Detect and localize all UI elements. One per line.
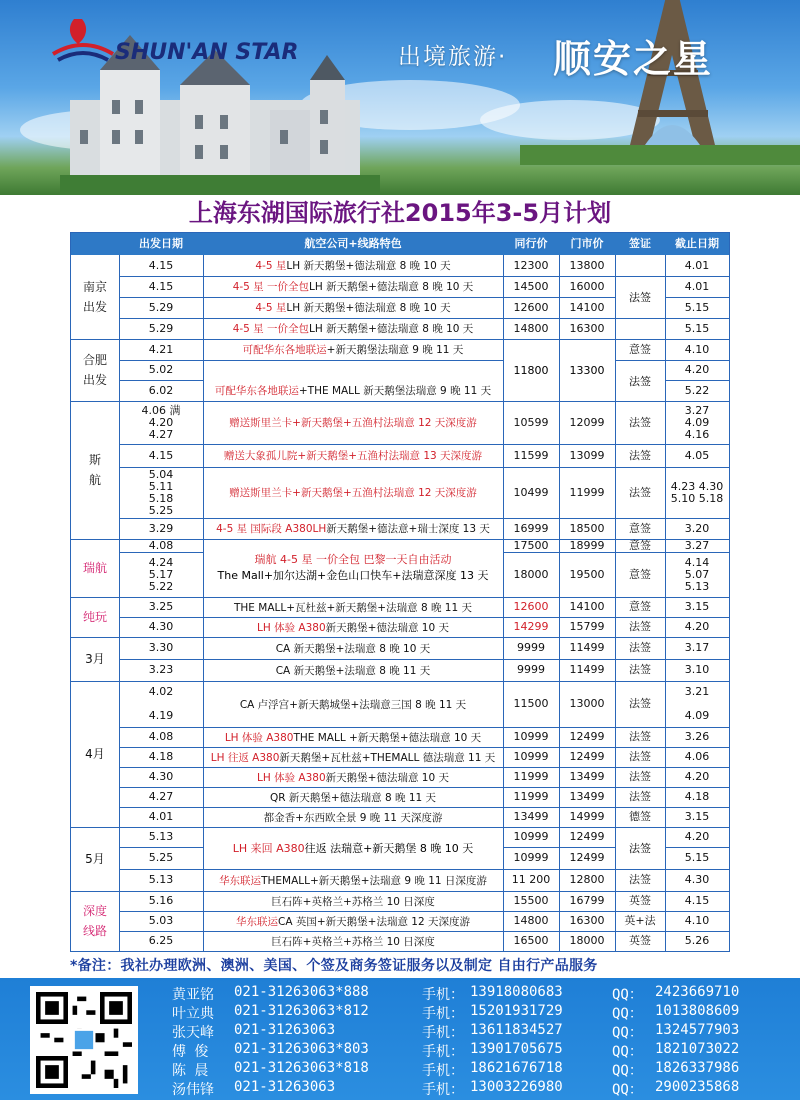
cell-route [203,807,503,827]
cell-date: 5.04 5.11 5.18 5.25 [148,467,174,517]
cell-deadline: 4.01 [684,279,710,293]
route-desc: CA 新天鹅堡+法瑞意 8 晚 10 天 [275,642,431,655]
cell-date: 6.02 [148,383,174,397]
cell-route [203,891,503,911]
cell-deadline: 3.17 [684,641,710,654]
cell-visa: 法签 [629,641,651,654]
route-highlight: 可配华东各地联运 [242,344,327,356]
cell-date: 3.23 [148,663,174,676]
route-highlight: 4-5 星 [255,260,287,272]
cell-visa: 意签 [629,538,651,552]
route-desc: CA 新天鹅堡+法瑞意 8 晚 11 天 [275,664,431,677]
table-row [71,637,729,659]
table-row [71,617,729,637]
cell-peer-price: 16999 [513,521,549,535]
cell-route [203,911,503,931]
cell-retail-price: 12099 [569,415,605,429]
cell-deadline: 4.14 5.07 5.13 [684,555,710,593]
cell-date: 5.29 [148,321,174,335]
cell-retail-price: 11499 [569,641,605,654]
cell-date: 4.08 [148,730,174,743]
may-visa: 法签 [629,842,651,855]
route-desc: 新天鹅堡+德法瑞意 10 天 [325,771,449,784]
table-row [71,518,729,539]
cell-peer-price: 14800 [513,914,549,927]
cell-deadline: 4.18 [684,790,710,803]
cell-visa: 法签 [629,448,651,462]
cell-peer-price: 12600 [513,300,549,314]
cell-retail-price: 14999 [569,810,605,823]
route-highlight: 华东联运 [219,874,262,887]
cell-visa: 意签 [629,521,651,535]
contact-row [172,1003,792,1021]
swiss-route [203,541,503,595]
qr-code[interactable] [30,986,138,1094]
cell-retail-price: 16799 [569,894,605,907]
cell-deadline: 3.15 [684,600,710,613]
cell-date: 5.02 [148,363,174,376]
cell-route [203,597,503,617]
cell-deadline: 5.15 [684,321,710,335]
cell-date: 4.06 满 4.20 4.27 [141,403,181,441]
cell-retail-price: 12499 [569,830,605,843]
contact-phone[interactable]: 021-31263063*888 [234,984,369,1000]
cell-route [203,637,503,659]
route-highlight: 4-5 星 一价全包 [232,281,310,293]
contact-mobile-label: 手机： [422,1082,464,1098]
qr-code-image [36,992,132,1088]
cell-visa: 法签 [629,790,651,803]
cell-retail-price: 13800 [569,258,605,272]
cell-retail-price: 19500 [569,567,605,581]
route-highlight: 华东联运 [236,915,278,928]
cell-peer-price: 10499 [513,485,549,499]
contact-qq-label: QQ： [612,1006,643,1022]
contact-mobile[interactable]: 13003226980 [470,1079,563,1095]
cell-date: 4.15 [148,448,174,462]
contact-mobile[interactable]: 15201931729 [470,1003,563,1019]
cell-retail-price: 18000 [569,934,605,947]
cell-retail-price: 12499 [569,750,605,763]
cell-route [203,318,503,339]
cell-peer-price: 10999 [513,830,549,843]
cell-date: 5.25 [148,851,174,864]
cell-peer-price: 12600 [513,600,549,613]
cell-deadline: 4.20 [684,830,710,843]
route-desc: 新天鹅堡+瓦杜兹+THEMALL 德法瑞意 11 天 [279,751,496,764]
table-row [71,659,729,681]
contact-name: 傅 俊 [172,1044,209,1060]
cell-peer-price: 14500 [513,279,549,293]
cell-route [203,617,503,637]
cell-deadline: 4.20 [684,620,710,633]
cell-date: 4.21 [148,342,174,356]
nanjing-visa: 法签 [629,291,651,304]
route-highlight: 可配华东各地联运 [214,385,299,397]
cell-visa: 法签 [629,730,651,743]
cell-route [203,727,503,747]
footer-note: *备注：我社办理欧洲、澳洲、美国、个签及商务签证服务以及制定 自由行产品服务 [70,958,598,974]
contact-mobile-label: 手机： [422,1025,464,1041]
header-banner [0,0,800,195]
route-desc: +THE MALL 新天鹅堡法瑞意 9 晚 11 天 [298,385,492,397]
cell-peer-price: 11599 [513,448,549,462]
cell-route [203,518,503,539]
cell-date: 3.29 [148,521,174,535]
contact-mobile[interactable]: 13901705675 [470,1041,563,1057]
contact-row [172,984,792,1002]
cell-retail-price: 16300 [569,321,605,335]
contact-phone[interactable]: 021-31263063*818 [234,1060,369,1076]
route-desc: THEMALL+新天鹅堡+法瑞意 9 晚 11 日深度游 [261,874,487,887]
cell-date: 4.08 [148,538,174,552]
route-desc: LH 新天鹅堡+德法瑞意 8 晚 10 天 [286,302,451,314]
contact-row [172,1041,792,1059]
cell-visa: 意签 [629,600,651,613]
route-desc: 新天鹅堡+德法意+瑞士深度 13 天 [326,523,490,535]
cell-route [203,787,503,807]
route-highlight: 赠送斯里兰卡+新天鹅堡+五渔村法瑞意 12 天深度游 [229,487,477,499]
cell-date: 4.18 [148,750,174,763]
cell-route [203,339,503,360]
cell-peer-price: 12300 [513,258,549,272]
cell-deadline: 3.21 4.09 [684,685,710,722]
cell-visa: 意签 [629,567,651,581]
route-highlight: 4-5 星 国际段 A380LH [216,523,327,535]
route-highlight: LH 体验 A380 [257,621,326,634]
contact-qq-label: QQ： [612,1025,643,1041]
cell-visa: 法签 [629,485,651,499]
cell-retail-price: 16300 [569,914,605,927]
contact-qq: 2423669710 [655,984,740,1000]
contact-phone[interactable]: 021-31263063*812 [234,1003,369,1019]
cell-deadline: 4.10 [684,914,710,927]
cell-route [203,380,503,401]
header-date: 出发日期 [139,237,183,250]
cell-visa: 意签 [629,342,651,356]
cell-peer-price: 17500 [513,538,549,552]
cell-date: 5.03 [148,914,174,927]
contact-name: 汤伟锋 [172,1082,214,1098]
cell-retail-price: 12499 [569,851,605,864]
header-route: 航空公司+线路特色 [304,237,402,250]
cell-peer-price: 9999 [517,641,545,654]
cell-route [203,767,503,787]
cell-date: 5.16 [148,894,174,907]
cell-deadline: 5.22 [684,383,710,397]
cell-peer-price: 10599 [513,415,549,429]
cell-peer-price: 10999 [513,750,549,763]
route-desc: 巨石阵+英格兰+苏格兰 10 日深度 [271,935,435,948]
cell-route [203,869,503,891]
cell-visa: 德签 [629,810,651,823]
contact-name: 黄亚铭 [172,987,214,1003]
cell-deadline: 4.20 [684,363,710,376]
contact-mobile-label: 手机： [422,987,464,1003]
route-highlight: 4-5 星 [255,302,287,314]
cell-date: 3.25 [148,600,174,613]
cell-date: 5.13 [148,830,174,843]
route-desc: QR 新天鹅堡+德法瑞意 8 晚 11 天 [269,791,437,804]
cell-retail-price: 11999 [569,485,605,499]
route-highlight: 赠送大象孤儿院+新天鹅堡+五渔村法瑞意 13 天深度游 [223,450,483,462]
route-desc: CA 英国+新天鹅堡+法瑞意 12 天深度游 [278,915,470,928]
cell-retail-price: 18500 [569,521,605,535]
cell-deadline: 4.30 [684,873,710,886]
contact-mobile-label: 手机： [422,1006,464,1022]
group-pure: 纯玩 [82,610,107,624]
header-visa: 签证 [629,237,651,250]
swiss-route-desc: The Mall+加尔达湖+金色山口快车+法瑞意深度 13 天 [217,569,489,582]
cell-peer-price: 13499 [513,810,549,823]
cell-deadline: 5.26 [684,934,710,947]
contact-qq: 1826337986 [655,1060,740,1076]
cell-deadline: 4.10 [684,342,710,356]
cell-retail-price: 14100 [569,300,605,314]
cell-retail-price: 14100 [569,600,605,613]
table-row [71,467,729,518]
cell-deadline: 5.15 [684,851,710,864]
cell-date: 5.13 [148,873,174,886]
cell-deadline: 4.23 4.30 5.10 5.18 [670,479,724,505]
route-highlight: LH 体验 A380 [224,731,294,744]
table-row [71,807,729,827]
cell-visa: 法签 [629,663,651,676]
contact-qq-label: QQ： [612,1063,643,1079]
route-highlight: 4-5 星 一价全包 [232,323,310,335]
cell-peer-price: 11999 [513,790,549,803]
may-route-highlight: LH 来回 A380 [232,842,305,855]
contact-qq: 1013808609 [655,1003,740,1019]
cell-route [203,659,503,681]
table-row [71,787,729,807]
cell-peer-price: 10999 [513,730,549,743]
contact-name: 叶立典 [172,1006,214,1022]
route-highlight: 赠送斯里兰卡+新天鹅堡+五渔村法瑞意 12 天深度游 [229,417,477,429]
contact-qq: 1821073022 [655,1041,740,1057]
cell-date: 4.27 [148,790,174,803]
hefei-visa: 法签 [629,374,651,388]
contact-footer [0,978,800,1100]
cell-deadline: 4.06 [684,750,710,763]
cell-visa: 法签 [629,750,651,763]
table-row [71,597,729,617]
cell-retail-price: 15799 [569,620,605,633]
cell-date: 3.30 [148,641,174,654]
group-nanjing: 南京 出发 [82,280,107,314]
cell-deadline: 4.05 [684,448,710,462]
cell-route [203,467,503,518]
cell-peer-price: 10999 [513,851,549,864]
route-highlight: LH 体验 A380 [257,771,326,784]
slogan-big: 顺安之星 [553,37,714,81]
contact-name: 张天峰 [172,1025,214,1041]
contact-qq: 2900235868 [655,1079,740,1095]
cell-route [203,681,503,727]
route-desc: +新天鹅堡法瑞意 9 晚 11 天 [326,344,464,356]
cell-date: 4.30 [148,770,174,783]
may-route [203,827,503,869]
cell-route [203,747,503,767]
cell-deadline: 4.15 [684,894,710,907]
header-retail-price: 门市价 [570,237,604,250]
cell-date: 4.02 4.19 [148,685,174,722]
cell-retail-price: 16000 [569,279,605,293]
cell-peer-price: 11500 [513,697,549,710]
logo-text: SHUN'AN STAR [115,40,299,65]
cell-visa: 英+法 [624,914,656,927]
page-title: 上海东湖国际旅行社2015年3-5月计划 [188,199,612,227]
cell-route [203,255,503,276]
table-row [71,444,729,467]
cell-date: 4.24 5.17 5.22 [148,555,174,593]
cell-visa: 英签 [629,934,651,947]
cell-route [203,444,503,467]
route-desc: 都金香+东西欧全景 9 晚 11 天深度游 [263,811,443,824]
cell-visa: 法签 [629,770,651,783]
table-row [71,401,729,444]
contact-mobile-label: 手机： [422,1044,464,1060]
contact-phone[interactable]: 021-31263063 [234,1022,336,1038]
cell-retail-price: 12499 [569,730,605,743]
hefei-peer-price: 11800 [513,363,549,377]
group-sas: 斯 航 [88,453,101,487]
table-row [71,911,729,931]
cell-date: 4.30 [148,620,174,633]
schedule-table [70,232,730,952]
cell-peer-price: 11999 [513,770,549,783]
cell-deadline: 4.20 [684,770,710,783]
cell-deadline: 3.27 4.09 4.16 [684,403,710,441]
contact-name: 陈 晨 [172,1063,209,1079]
table-row [71,681,729,727]
cell-deadline: 4.01 [684,258,710,272]
contact-mobile[interactable]: 13611834527 [470,1022,563,1038]
cell-peer-price: 9999 [517,663,545,676]
route-desc: LH 新天鹅堡+德法瑞意 8 晚 10 天 [309,323,474,335]
header-peer-price: 同行价 [514,237,548,250]
route-desc: THE MALL+瓦杜兹+新天鹅堡+法瑞意 8 晚 11 天 [233,601,472,614]
group-hefei: 合肥 出发 [82,353,107,387]
cell-retail-price: 18999 [569,538,605,552]
cell-route [203,931,503,951]
cell-date: 4.01 [148,810,174,823]
cell-peer-price: 14299 [513,620,549,633]
group-april: 4月 [85,747,105,761]
contact-qq: 1324577903 [655,1022,740,1038]
cell-visa: 法签 [629,620,651,633]
table-row [71,747,729,767]
may-route-desc: 往返 法瑞意+新天鹅堡 8 晚 10 天 [304,842,474,855]
contact-row [172,1022,792,1040]
route-desc: CA 卢浮宫+新天鹅城堡+法瑞意三国 8 晚 11 天 [239,698,467,711]
cell-retail-price: 12800 [569,873,605,886]
table-row [71,339,729,360]
table-header [71,233,729,255]
table-row [71,767,729,787]
cell-date: 6.25 [148,934,174,947]
contact-phone[interactable]: 021-31263063 [234,1079,336,1095]
cell-peer-price: 11 200 [511,873,551,886]
contact-row [172,1079,792,1097]
cell-retail-price: 13000 [569,697,605,710]
route-desc: LH 新天鹅堡+德法瑞意 8 晚 10 天 [309,281,474,293]
table-row [71,891,729,911]
group-march: 3月 [85,652,105,666]
table-row [71,931,729,951]
hefei-retail-price: 13300 [569,363,605,377]
cell-route [203,297,503,318]
cell-retail-price: 11499 [569,663,605,676]
cell-date: 4.15 [148,258,174,272]
cell-visa: 法签 [629,873,651,886]
contact-mobile[interactable]: 18621676718 [470,1060,563,1076]
contact-mobile-label: 手机： [422,1063,464,1079]
cell-peer-price: 15500 [513,894,549,907]
cell-peer-price: 16500 [513,934,549,947]
cell-deadline: 3.27 [684,538,710,552]
cell-visa: 法签 [629,415,651,429]
cell-retail-price: 13499 [569,790,605,803]
cell-visa: 英签 [629,894,651,907]
contact-phone[interactable]: 021-31263063*803 [234,1041,369,1057]
cell-retail-price: 13099 [569,448,605,462]
cell-peer-price: 18000 [513,567,549,581]
contact-row [172,1060,792,1078]
contact-qq-label: QQ： [612,1044,643,1060]
cell-route [203,276,503,297]
cell-date: 4.15 [148,279,174,293]
cell-route [203,401,503,444]
route-highlight: LH 往返 A380 [210,751,280,764]
cell-deadline: 3.20 [684,521,710,535]
table-row [71,727,729,747]
cell-deadline: 3.10 [684,663,710,676]
group-swiss: 瑞航 [82,561,107,575]
group-may: 5月 [85,852,105,866]
cell-peer-price: 14800 [513,321,549,335]
cell-date: 5.29 [148,300,174,314]
cell-retail-price: 13499 [569,770,605,783]
slogan-small: 出境旅游· [398,44,508,70]
group-deep: 深度 线路 [82,904,107,938]
header-deadline: 截止日期 [675,237,719,250]
cell-deadline: 3.15 [684,810,710,823]
table-row [71,869,729,891]
cell-visa: 法签 [629,697,651,710]
route-desc: THE MALL +新天鹅堡+德法瑞意 10 天 [293,731,482,744]
cell-deadline: 3.26 [684,730,710,743]
route-desc: LH 新天鹅堡+德法瑞意 8 晚 10 天 [286,260,451,272]
swiss-route-highlight: 瑞航 4-5 星 一价全包 巴黎一天自由活动 [254,553,452,566]
cell-deadline: 5.15 [684,300,710,314]
contact-qq-label: QQ： [612,1082,643,1098]
contact-qq-label: QQ： [612,987,643,1003]
route-desc: 新天鹅堡+德法瑞意 10 天 [325,621,449,634]
route-desc: 巨石阵+英格兰+苏格兰 10 日深度 [271,895,435,908]
contact-mobile[interactable]: 13918080683 [470,984,563,1000]
